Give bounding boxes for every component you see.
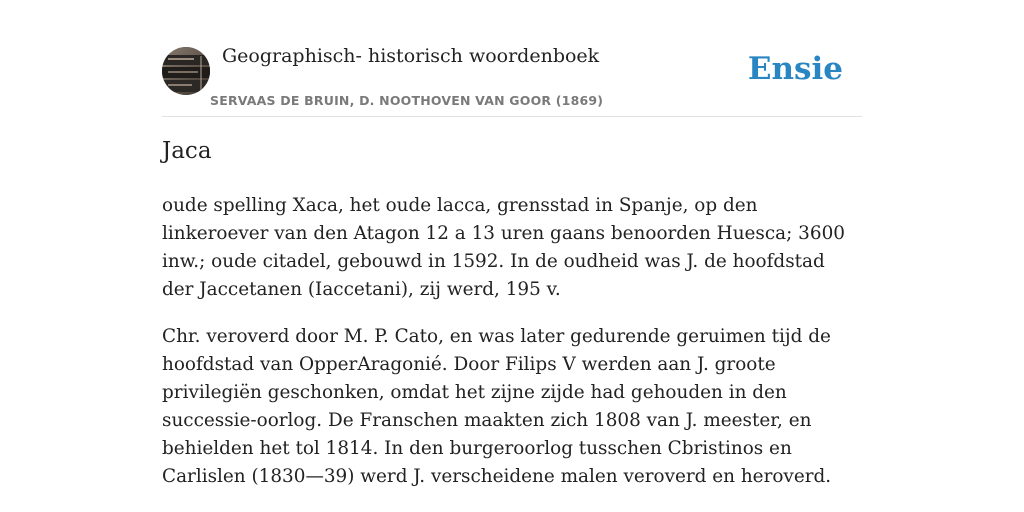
- book-title[interactable]: Geographisch- historisch woordenboek: [222, 45, 600, 67]
- book-cover-image: [162, 47, 210, 95]
- book-header: [162, 40, 862, 117]
- entry-title: Jaca: [162, 138, 212, 164]
- entry-paragraph: Chr. veroverd door M. P. Cato, en was later gedurende geruimen tijd de hoofdstad van OpperAragonié. Door Filips V werden aan J. groote privilegiën geschonken, omdat het zijne zijde had gehouden in den successie-oorlog. De Franschen maakten zich 1808 van J. meester, en behielden het tol 1814. In den burgeroorlog tusschen Cbristinos en Carlislen (1830—39) werd J. verscheidene malen veroverd en heroverd.: [162, 326, 832, 487]
- entry-paragraph: oude spelling Xaca, het oude lacca, grensstad in Spanje, op den linkeroever van den Atagon 12 a 13 uren gaans benoorden Huesca; 3600 inw.; oude citadel, gebouwd in 1592. In de oudheid was J. de hoofdstad der Jaccetanen (Iaccetani), zij werd, 195 v.: [162, 195, 845, 300]
- ensie-logo-link[interactable]: Ensie: [747, 51, 843, 87]
- book-cover-icon[interactable]: [162, 47, 210, 95]
- book-authors: SERVAAS DE BRUIN, D. NOOTHOVEN VAN GOOR (1869): [210, 93, 604, 108]
